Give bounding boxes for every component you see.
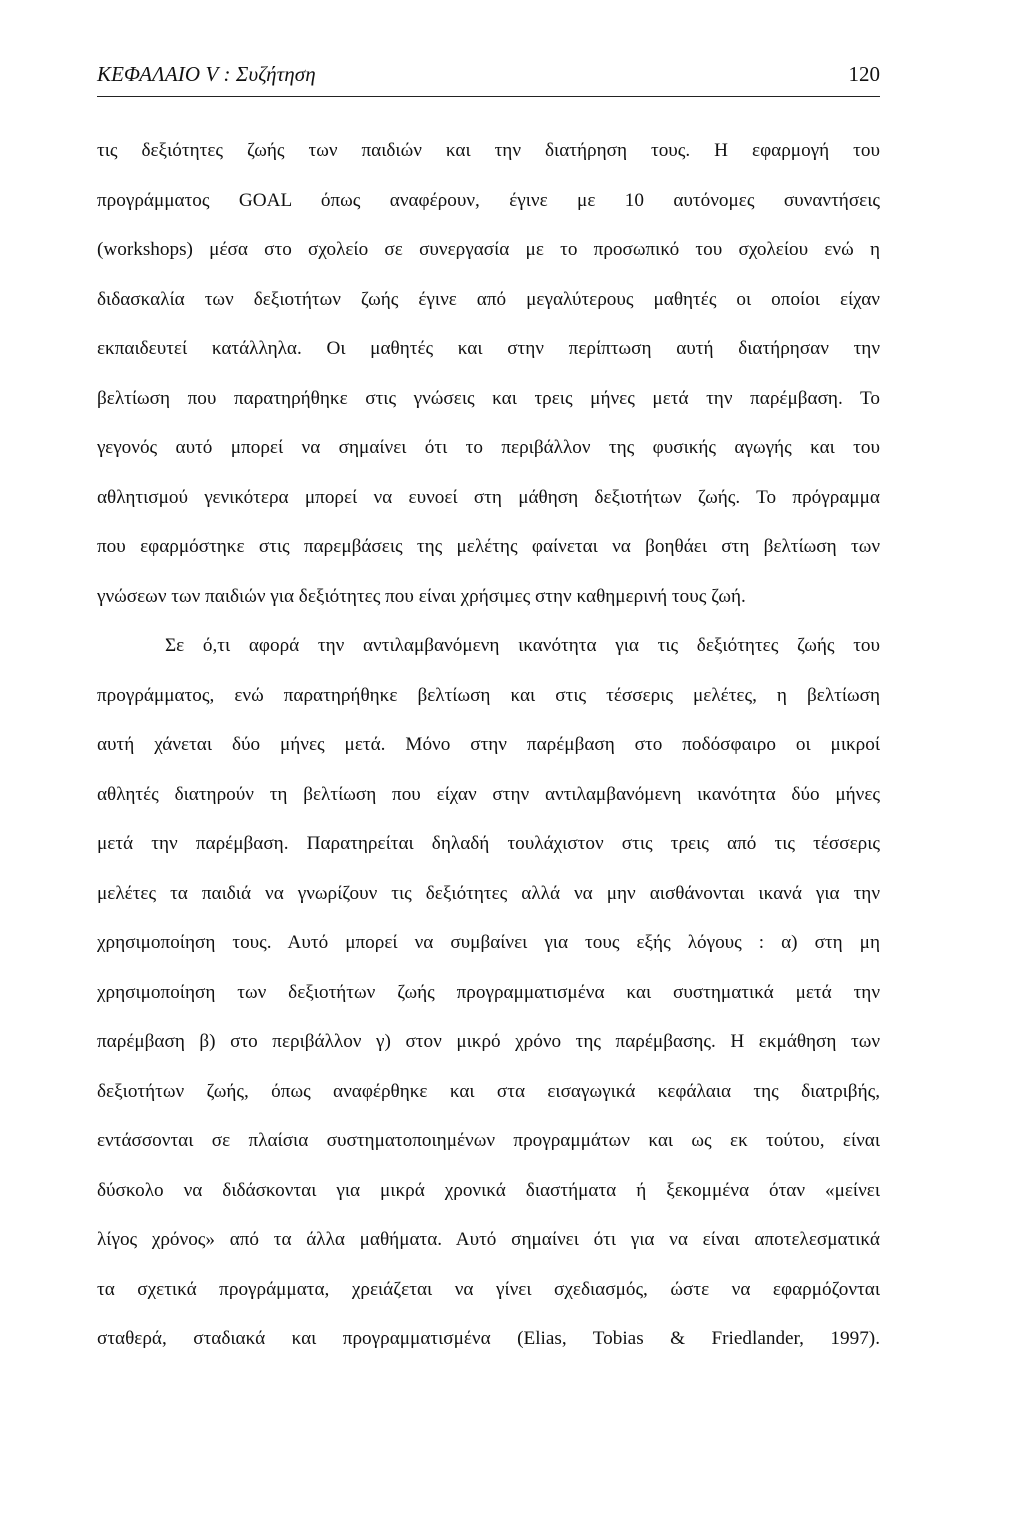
text-line: εκπαιδευτεί κατάλληλα. Οι μαθητές και στην περίπτωση αυτή διατήρησαν την bbox=[97, 338, 880, 359]
text-line: Σε ό,τι αφορά την αντιλαμβανόμενη ικανότητα για τις δεξιότητες ζωής του bbox=[165, 635, 880, 656]
text-line: αθλητισμού γενικότερα μπορεί να ευνοεί στη μάθηση δεξιοτήτων ζωής. Το πρόγραμμα bbox=[97, 486, 880, 508]
paragraph-1 bbox=[97, 126, 880, 621]
text-line: προγράμματος, ενώ παρατηρήθηκε βελτίωση και στις τέσσερις μελέτες, η βελτίωση bbox=[97, 684, 880, 706]
text-line: σταθερά, σταδιακά και προγραμματισμένα (Elias, Tobias & Friedlander, 1997). bbox=[97, 1328, 880, 1349]
page-number: 120 bbox=[848, 62, 880, 86]
text-line: (workshops) μέσα στο σχολείο σε συνεργασία με το προσωπικό του σχολείου ενώ η bbox=[97, 239, 880, 260]
text-line: γνώσεων των παιδιών για δεξιότητες που είναι χρήσιμες στην καθημερινή τους ζωή. bbox=[97, 585, 746, 607]
text-line: χρησιμοποίηση των δεξιοτήτων ζωής προγραμματισμένα και συστηματικά μετά την bbox=[97, 981, 880, 1003]
text-line: μετά την παρέμβαση. Παρατηρείται δηλαδή τουλάχιστον στις τρεις από τις τέσσερις bbox=[97, 833, 880, 854]
text-line: γεγονός αυτό μπορεί να σημαίνει ότι το περιβάλλον της φυσικής αγωγής και του bbox=[97, 437, 880, 458]
paragraph-2 bbox=[97, 621, 880, 1364]
body-text bbox=[97, 126, 880, 1364]
text-line: τα σχετικά προγράμματα, χρειάζεται να γίνει σχεδιασμός, ώστε να εφαρμόζονται bbox=[97, 1278, 880, 1300]
text-line: προγράμματος GOAL όπως αναφέρουν, έγινε με 10 αυτόνομες συναντήσεις bbox=[97, 189, 880, 211]
text-line: βελτίωση που παρατηρήθηκε στις γνώσεις και τρεις μήνες μετά την παρέμβαση. Το bbox=[97, 387, 880, 409]
text-line: παρέμβαση β) στο περιβάλλον γ) στον μικρό χρόνο της παρέμβασης. Η εκμάθηση των bbox=[97, 1031, 880, 1052]
running-header bbox=[97, 60, 880, 97]
text-line: εντάσσονται σε πλαίσια συστηματοποιημένων προγραμμάτων και ως εκ τούτου, είναι bbox=[97, 1130, 880, 1151]
text-line: χρησιμοποίηση τους. Αυτό μπορεί να συμβαίνει για τους εξής λόγους : α) στη μη bbox=[97, 932, 880, 953]
text-line: που εφαρμόστηκε στις παρεμβάσεις της μελέτης φαίνεται να βοηθάει στη βελτίωση των bbox=[97, 536, 880, 557]
text-line: αυτή χάνεται δύο μήνες μετά. Μόνο στην παρέμβαση στο ποδόσφαιρο οι μικροί bbox=[97, 734, 880, 755]
text-line: δύσκολο να διδάσκονται για μικρά χρονικά διαστήματα ή ξεκομμένα όταν «μείνει bbox=[97, 1179, 880, 1201]
text-line: αθλητές διατηρούν τη βελτίωση που είχαν στην αντιλαμβανόμενη ικανότητα δύο μήνες bbox=[97, 783, 880, 805]
text-line: λίγος χρόνος» από τα άλλα μαθήματα. Αυτό σημαίνει ότι για να είναι αποτελεσματικά bbox=[97, 1229, 880, 1250]
text-line: μελέτες τα παιδιά να γνωρίζουν τις δεξιότητες αλλά να μην αισθάνονται ικανά για την bbox=[97, 882, 880, 904]
running-title: ΚΕΦΑΛΑΙΟ V : Συζήτηση bbox=[97, 62, 316, 86]
text-line: τις δεξιότητες ζωής των παιδιών και την διατήρηση τους. Η εφαρμογή του bbox=[97, 140, 880, 161]
text-line: διδασκαλία των δεξιοτήτων ζωής έγινε από μεγαλύτερους μαθητές οι οποίοι είχαν bbox=[97, 288, 880, 310]
text-line: δεξιοτήτων ζωής, όπως αναφέρθηκε και στα εισαγωγικά κεφάλαια της διατριβής, bbox=[97, 1080, 880, 1102]
